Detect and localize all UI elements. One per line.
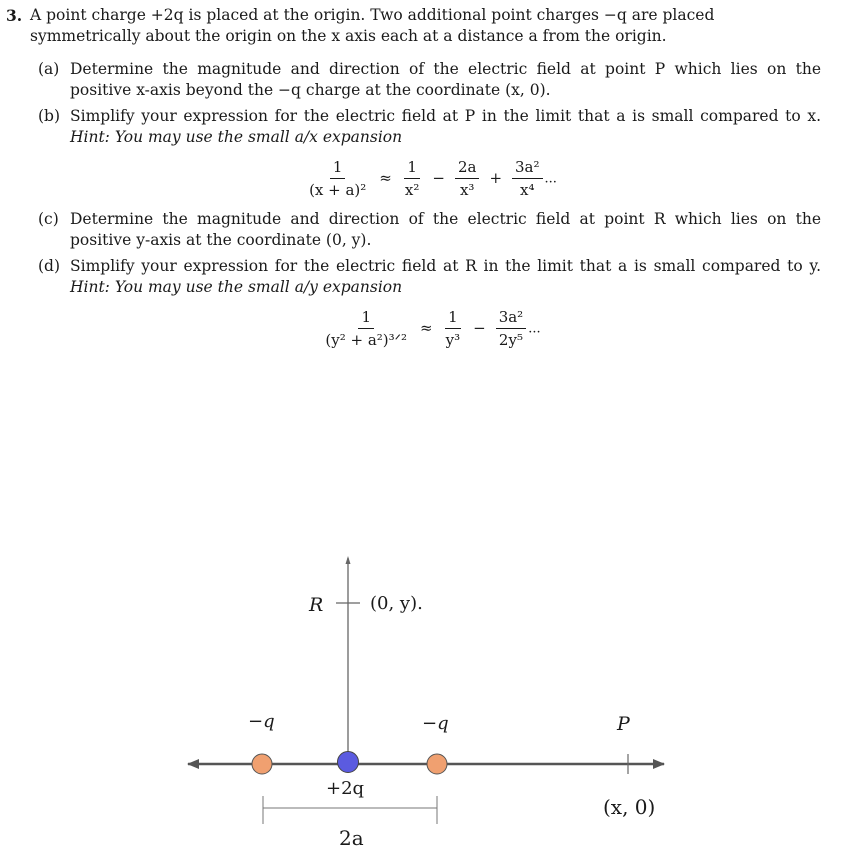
part-d-label: (d) [38, 257, 61, 275]
label-r-coord: (0, y). [370, 593, 423, 614]
left-negative-charge [252, 754, 272, 774]
label-center-charge: +2q [326, 778, 365, 799]
eq2-approx: ≈ [420, 319, 433, 337]
right-negative-charge [427, 754, 447, 774]
center-positive-charge [338, 752, 359, 773]
part-b-text: Simplify your expression for the electric field at P in the limit that a is small compared to x. [70, 107, 821, 125]
eq2-lhs-num: 1 [358, 308, 374, 329]
eq2-minus: − [473, 319, 486, 337]
part-b-label: (b) [38, 107, 61, 125]
eq2-t1-num: 1 [445, 308, 461, 329]
eq1-lhs-den: (x + a)² [309, 181, 367, 199]
label-left-charge: −q [248, 711, 275, 732]
label-separation: 2a [339, 826, 364, 846]
eq1-t3-den: x⁴ [520, 181, 535, 199]
eq1-t2-den: x³ [459, 181, 475, 199]
eq1-t1-num: 1 [404, 158, 420, 179]
eq1-t1-den: x² [404, 181, 420, 199]
part-d-text: Simplify your expression for the electric field at R in the limit that a is small compared to y. [70, 257, 821, 275]
part-d-hint-label: Hint: [70, 278, 110, 296]
eq1-minus: − [432, 169, 445, 187]
eq1-plus: + [489, 169, 503, 187]
part-b-hint-text: You may use the small a/x expansion [114, 128, 403, 146]
label-p: P [617, 713, 630, 735]
eq1-ellipsis: ··· [544, 175, 557, 190]
eq2-t1-den: y³ [445, 331, 461, 349]
part-a-text: Determine the magnitude and direction of the electric field at point P which lies on the positive x-axis beyond the −q charge at the coordinate (x, 0). [70, 60, 821, 99]
eq1-t3-num: 3a² [512, 158, 543, 179]
problem-statement: A point charge +2q is placed at the origin. Two additional point charges −q are placed symmetrically about the origin on the x axis each at a distance a from the origin. [30, 6, 715, 45]
label-p-coord: (x, 0) [603, 795, 656, 819]
part-c-text: Determine the magnitude and direction of the electric field at point R which lies on the positive y-axis at the coordinate (0, y). [70, 210, 821, 249]
eq2-ellipsis: ··· [528, 325, 541, 340]
problem-number: 3. [6, 6, 23, 25]
eq1-approx: ≈ [379, 169, 392, 187]
eq1-lhs-num: 1 [330, 158, 346, 179]
part-c-label: (c) [38, 210, 59, 228]
eq2-t2-den: 2y⁵ [498, 331, 523, 349]
eq1-t2-num: 2a [455, 158, 480, 179]
eq2-t2-num: 3a² [496, 308, 527, 329]
label-right-charge: −q [422, 713, 449, 734]
y-axis-arrowhead [346, 556, 351, 564]
label-r: R [309, 594, 324, 616]
part-d-hint-text: You may use the small a/y expansion [114, 278, 403, 296]
part-b-hint-label: Hint: [70, 128, 110, 146]
part-a-label: (a) [38, 60, 60, 78]
eq2-lhs-den: (y² + a²)³ᐟ² [325, 331, 408, 349]
